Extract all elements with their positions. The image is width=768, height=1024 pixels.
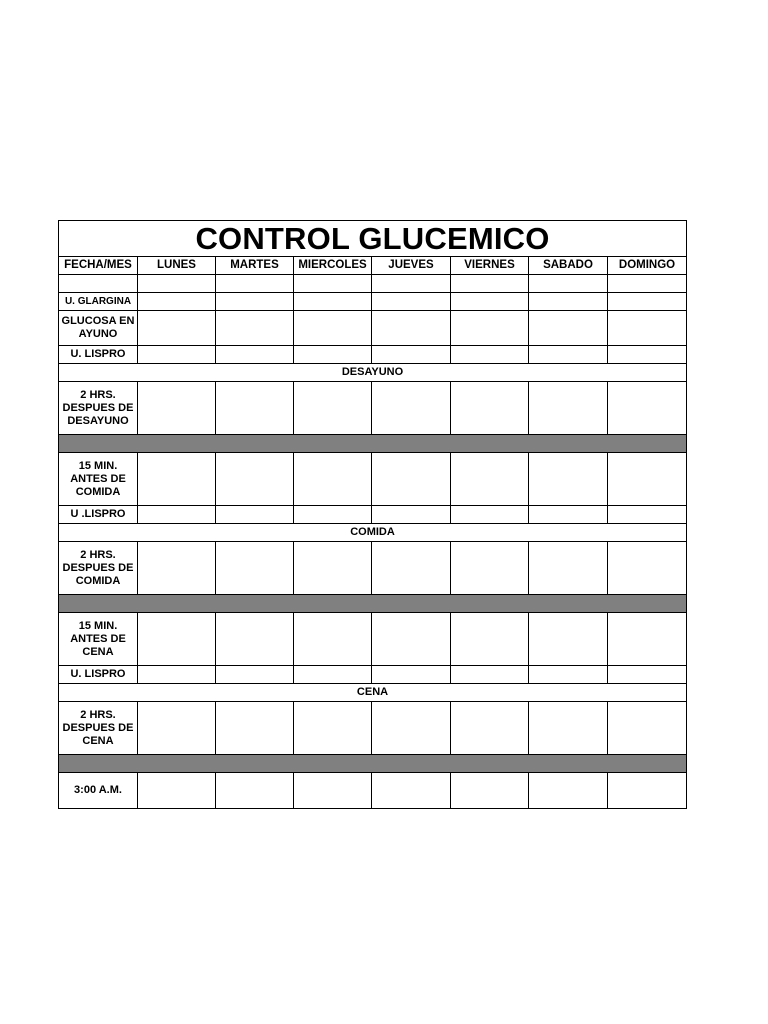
separator-row [59, 755, 687, 773]
entry-cell[interactable] [529, 666, 608, 684]
gray-separator [59, 595, 687, 613]
row-madrugada [59, 773, 687, 809]
header-day: JUEVES [372, 257, 451, 275]
entry-cell[interactable] [451, 453, 529, 506]
entry-cell[interactable] [138, 773, 216, 809]
entry-cell[interactable] [216, 666, 294, 684]
entry-cell[interactable] [529, 346, 608, 364]
date-cell[interactable] [294, 275, 372, 293]
header-row [59, 257, 687, 275]
row-glargina [59, 293, 687, 311]
gray-separator [59, 755, 687, 773]
entry-cell[interactable] [372, 346, 451, 364]
entry-cell[interactable] [451, 773, 529, 809]
date-cell[interactable] [216, 275, 294, 293]
row-pre-comida [59, 453, 687, 506]
row-label: U. LISPRO [59, 666, 138, 684]
entry-cell[interactable] [372, 453, 451, 506]
entry-cell[interactable] [216, 382, 294, 435]
row-label: 3:00 A.M. [59, 773, 138, 809]
entry-cell[interactable] [529, 506, 608, 524]
entry-cell[interactable] [451, 542, 529, 595]
entry-cell[interactable] [138, 293, 216, 311]
row-post-cena [59, 702, 687, 755]
entry-cell[interactable] [138, 506, 216, 524]
date-row [59, 275, 687, 293]
entry-cell[interactable] [216, 293, 294, 311]
entry-cell[interactable] [216, 702, 294, 755]
entry-cell[interactable] [451, 293, 529, 311]
entry-cell[interactable] [451, 346, 529, 364]
entry-cell[interactable] [608, 613, 687, 666]
row-glucosa-ayuno [59, 311, 687, 346]
row-label: 2 HRS. DESPUES DE CENA [59, 702, 138, 755]
row-pre-cena [59, 613, 687, 666]
entry-cell[interactable] [138, 311, 216, 346]
entry-cell[interactable] [216, 506, 294, 524]
meal-row-cena [59, 684, 687, 702]
row-post-comida [59, 542, 687, 595]
entry-cell[interactable] [451, 666, 529, 684]
entry-cell[interactable] [216, 453, 294, 506]
entry-cell[interactable] [608, 506, 687, 524]
entry-cell[interactable] [529, 773, 608, 809]
entry-cell[interactable] [294, 311, 372, 346]
row-label: 15 MIN. ANTES DE CENA [59, 613, 138, 666]
entry-cell[interactable] [608, 311, 687, 346]
entry-cell[interactable] [294, 666, 372, 684]
entry-cell[interactable] [138, 666, 216, 684]
date-cell[interactable] [372, 275, 451, 293]
entry-cell[interactable] [608, 453, 687, 506]
entry-cell[interactable] [529, 453, 608, 506]
header-day: MIERCOLES [294, 257, 372, 275]
header-day: DOMINGO [608, 257, 687, 275]
meal-label: CENA [59, 684, 687, 702]
date-cell[interactable] [529, 275, 608, 293]
date-cell[interactable] [59, 275, 138, 293]
entry-cell[interactable] [451, 311, 529, 346]
entry-cell[interactable] [294, 346, 372, 364]
entry-cell[interactable] [529, 702, 608, 755]
glucose-control-table [58, 220, 687, 809]
meal-label: DESAYUNO [59, 364, 687, 382]
entry-cell[interactable] [608, 773, 687, 809]
entry-cell[interactable] [372, 666, 451, 684]
entry-cell[interactable] [608, 382, 687, 435]
entry-cell[interactable] [138, 613, 216, 666]
meal-label: COMIDA [59, 524, 687, 542]
entry-cell[interactable] [372, 382, 451, 435]
row-label: 2 HRS. DESPUES DE COMIDA [59, 542, 138, 595]
entry-cell[interactable] [294, 773, 372, 809]
row-label: 15 MIN. ANTES DE COMIDA [59, 453, 138, 506]
entry-cell[interactable] [608, 666, 687, 684]
entry-cell[interactable] [216, 542, 294, 595]
row-post-desayuno [59, 382, 687, 435]
row-label: U. GLARGINA [59, 293, 138, 311]
entry-cell[interactable] [608, 702, 687, 755]
entry-cell[interactable] [216, 311, 294, 346]
entry-cell[interactable] [138, 542, 216, 595]
entry-cell[interactable] [529, 311, 608, 346]
gray-separator [59, 435, 687, 453]
entry-cell[interactable] [294, 542, 372, 595]
date-cell[interactable] [138, 275, 216, 293]
entry-cell[interactable] [608, 293, 687, 311]
row-lispro-comida [59, 506, 687, 524]
entry-cell[interactable] [294, 613, 372, 666]
entry-cell[interactable] [608, 542, 687, 595]
header-day: SABADO [529, 257, 608, 275]
header-day: MARTES [216, 257, 294, 275]
entry-cell[interactable] [294, 382, 372, 435]
entry-cell[interactable] [216, 773, 294, 809]
entry-cell[interactable] [451, 613, 529, 666]
row-label: U. LISPRO [59, 346, 138, 364]
entry-cell[interactable] [372, 613, 451, 666]
row-label: GLUCOSA EN AYUNO [59, 311, 138, 346]
entry-cell[interactable] [294, 453, 372, 506]
entry-cell[interactable] [138, 382, 216, 435]
date-cell[interactable] [451, 275, 529, 293]
header-fecha-mes: FECHA/MES [59, 257, 138, 275]
entry-cell[interactable] [372, 542, 451, 595]
entry-cell[interactable] [451, 506, 529, 524]
entry-cell[interactable] [529, 293, 608, 311]
date-cell[interactable] [608, 275, 687, 293]
entry-cell[interactable] [529, 542, 608, 595]
row-label: 2 HRS. DESPUES DE DESAYUNO [59, 382, 138, 435]
entry-cell[interactable] [138, 702, 216, 755]
entry-cell[interactable] [529, 613, 608, 666]
entry-cell[interactable] [294, 702, 372, 755]
entry-cell[interactable] [372, 702, 451, 755]
entry-cell[interactable] [216, 613, 294, 666]
entry-cell[interactable] [451, 382, 529, 435]
header-day: LUNES [138, 257, 216, 275]
meal-row-desayuno [59, 364, 687, 382]
entry-cell[interactable] [529, 382, 608, 435]
entry-cell[interactable] [372, 311, 451, 346]
entry-cell[interactable] [372, 293, 451, 311]
row-lispro-desayuno [59, 346, 687, 364]
entry-cell[interactable] [294, 293, 372, 311]
entry-cell[interactable] [372, 773, 451, 809]
entry-cell[interactable] [451, 702, 529, 755]
row-label: U .LISPRO [59, 506, 138, 524]
header-day: VIERNES [451, 257, 529, 275]
separator-row [59, 595, 687, 613]
row-lispro-cena [59, 666, 687, 684]
entry-cell[interactable] [608, 346, 687, 364]
entry-cell[interactable] [294, 506, 372, 524]
entry-cell[interactable] [138, 453, 216, 506]
entry-cell[interactable] [138, 346, 216, 364]
entry-cell[interactable] [216, 346, 294, 364]
entry-cell[interactable] [372, 506, 451, 524]
page-title: CONTROL GLUCEMICO [59, 221, 687, 257]
separator-row [59, 435, 687, 453]
meal-row-comida [59, 524, 687, 542]
